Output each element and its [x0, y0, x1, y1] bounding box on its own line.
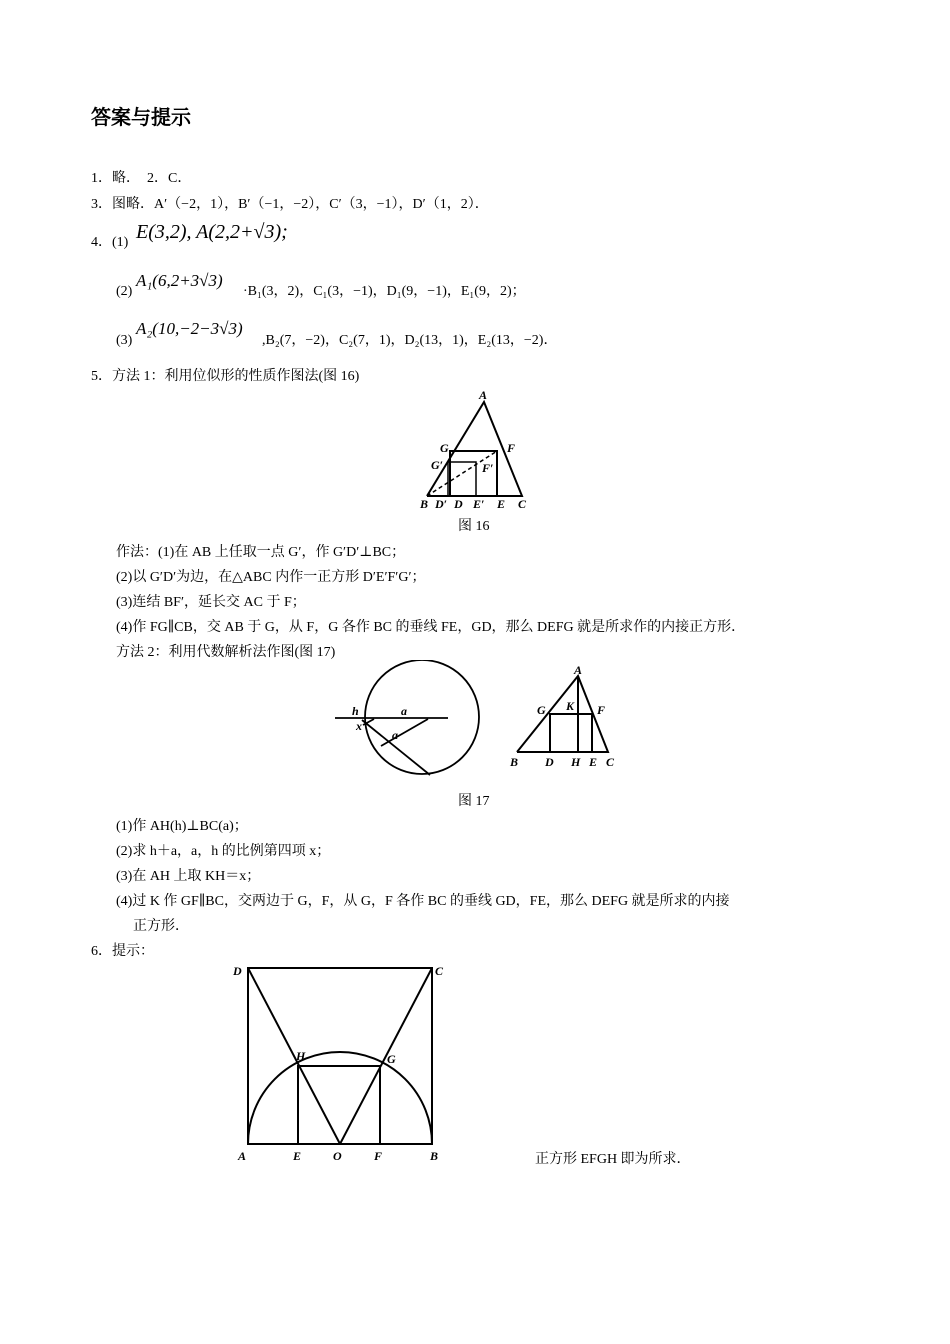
method-2-heading: 方法 2：利用代数解析法作图(图 17) [116, 645, 336, 660]
figure-16 [412, 388, 542, 514]
answer-4-2-rest: ·B₁(3，2)，C₁(3，−1)，D₁(9，−1)，E₁(9，2)； [243, 284, 526, 299]
label-e-prime: E′ [473, 497, 485, 511]
label-a-top: a [401, 704, 407, 718]
label-h: H [571, 755, 581, 769]
label-e: E [293, 1149, 302, 1163]
answer-5-heading: 5．方法 1：利用位似形的性质作图法(图 16) [91, 369, 360, 384]
label-x: x [356, 719, 362, 733]
label-c: C [606, 755, 615, 769]
label-e: E [589, 755, 598, 769]
label-f-prime: F′ [482, 461, 494, 475]
method-1-step-4: (4)作 FG∥CB，交 AB 于 G，从 F，G 各作 BC 的垂线 FE，GD，那么 DEFG 就是所求作的内接正方形． [116, 620, 746, 635]
label-b: B [510, 755, 519, 769]
circle [365, 660, 479, 774]
label-b: B [430, 1149, 439, 1163]
method-2-step-2: (2)求 h＋a，a，h 的比例第四项 x； [116, 844, 331, 859]
answer-6-heading: 6．提示： [91, 944, 154, 959]
answer-4-1-number: 4．(1) [91, 235, 129, 250]
label-h: h [352, 704, 359, 718]
figure-17-caption: 图 17 [458, 794, 490, 809]
answer-4-3-formula: A₂(10,−2−3√3) [136, 319, 243, 338]
method-1-step-3: (3)连结 BF′，延长交 AC 于 F； [116, 595, 306, 610]
label-d-prime: D′ [435, 497, 448, 511]
line-do [248, 968, 340, 1144]
label-d: D [454, 497, 463, 511]
label-e: E [497, 497, 506, 511]
label-a: A [238, 1149, 247, 1163]
label-d: D [233, 964, 242, 978]
square-efgh [298, 1066, 380, 1144]
method-2-step-4a: (4)过 K 作 GF∥BC，交两边于 G，F，从 G，F 各作 BC 的垂线 GD，FE，那么 DEFG 就是所求的内接 [116, 894, 730, 909]
segment-a [381, 719, 428, 746]
label-g: G [387, 1052, 396, 1066]
answer-4-2-formula: A₁(6,2+3√3) [136, 271, 223, 290]
method-2-step-1: (1)作 AH(h)⊥BC(a)； [116, 819, 248, 834]
label-o: O [333, 1149, 342, 1163]
label-g: G [537, 703, 546, 717]
answer-4-1-formula: E(3,2), A(2,2+√3); [136, 221, 288, 243]
method-1-step-2: (2)以 G′D′为边，在△ABC 内作一正方形 D′E′F′G′； [116, 570, 426, 585]
figure-6 [225, 955, 455, 1170]
method-2-step-3: (3)在 AH 上取 KH＝x； [116, 869, 261, 884]
label-g-prime: G′ [431, 458, 444, 472]
label-f: F [507, 441, 516, 455]
label-b: B [420, 497, 429, 511]
label-f: F [597, 703, 606, 717]
square-abcd [248, 968, 432, 1144]
label-c: C [435, 964, 444, 978]
answer-4-3-number: (3) [116, 333, 133, 348]
label-a: A [479, 388, 488, 402]
label-g: G [440, 441, 449, 455]
method-2-step-4b: 正方形． [133, 919, 189, 934]
method-1-step-1: 作法：(1)在 AB 上任取一点 G′，作 G′D′⊥BC； [116, 545, 406, 560]
figure-16-caption: 图 16 [458, 519, 490, 534]
page-title: 答案与提示 [91, 105, 191, 129]
label-k: K [566, 699, 575, 713]
line-co [340, 968, 432, 1144]
answer-1-2: 1．略． 2．C． [91, 171, 192, 186]
label-c: C [518, 497, 527, 511]
label-f: F [374, 1149, 383, 1163]
label-d: D [545, 755, 554, 769]
answer-3: 3．图略．A′（−2，1），B′（−1，−2），C′（3，−1），D′（1，2）． [91, 197, 489, 212]
figure-17-proportion [330, 660, 490, 780]
figure-17-triangle [505, 662, 625, 772]
label-h: H [296, 1049, 306, 1063]
label-a-mid: a [392, 728, 398, 742]
answer-6-conclusion: 正方形 EFGH 即为所求． [535, 1152, 691, 1167]
answer-4-2-number: (2) [116, 284, 133, 299]
square-defg [550, 714, 592, 752]
label-a: A [574, 663, 583, 677]
answer-4-3-rest: ,B₂(7，−2)，C₂(7，1)，D₂(13，1)，E₂(13，−2)． [262, 333, 558, 348]
